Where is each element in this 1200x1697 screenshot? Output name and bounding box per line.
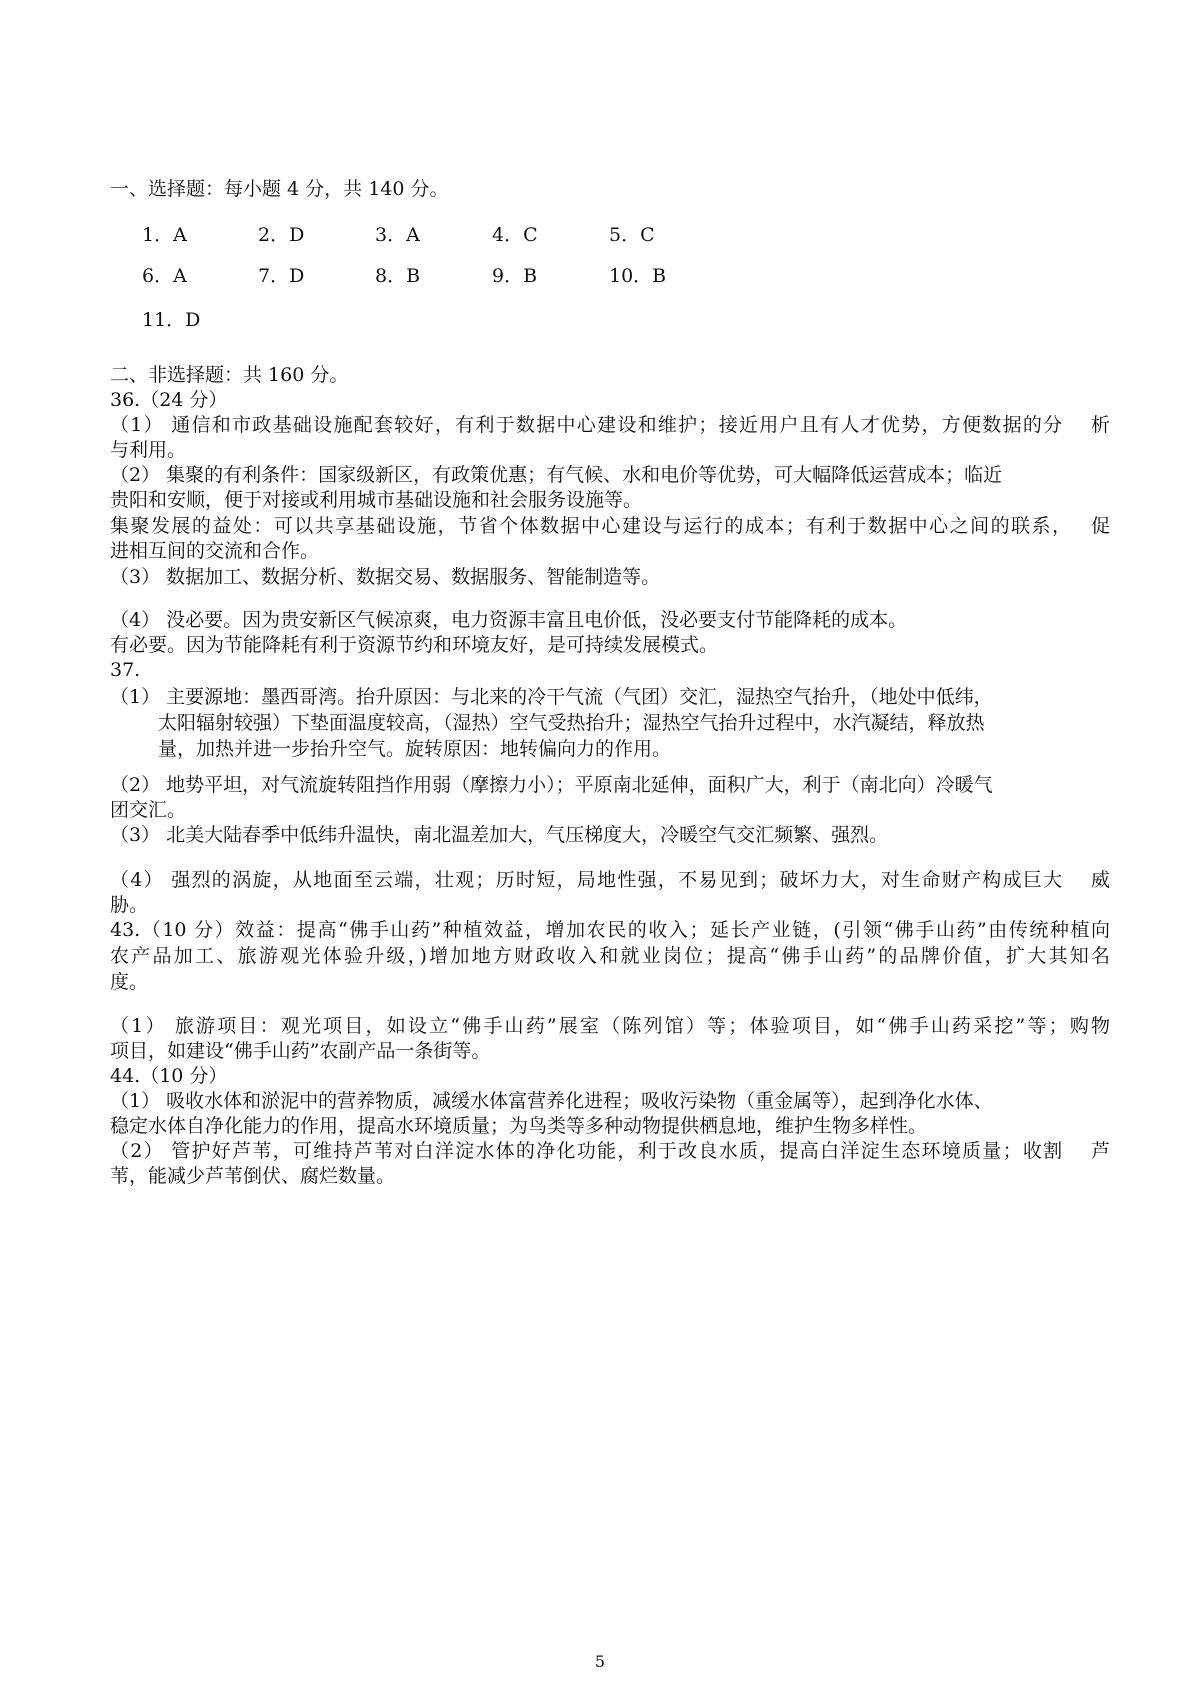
q36-p2-line1: （2） 集聚的有利条件：国家级新区，有政策优惠；有气候、水和电价等优势，可大幅降低运营成本；临近 — [110, 464, 1003, 486]
answer-5: 5．C — [609, 224, 655, 246]
answer-6: 6．A — [142, 265, 187, 287]
answer-7: 7．D — [258, 265, 305, 287]
q36-p1-line2: 与利用。 — [110, 439, 187, 461]
answer-4: 4．C — [492, 224, 538, 246]
q44-p1-line2: 稳定水体自净化能力的作用，提高水环境质量；为鸟类等多种动物提供栖息地，维护生物多样性。 — [110, 1115, 928, 1137]
q44-title: 44.（10 分） — [110, 1065, 228, 1087]
q44-p1-line1: （1） 吸收水体和淤泥中的营养物质，减缓水体富营养化进程；吸收污染物（重金属等），起到净化水体、 — [110, 1090, 993, 1112]
q44-p2-line2: 苇，能减少芦苇倒伏、腐烂数量。 — [110, 1165, 396, 1187]
q43-p1-line2: 农产品加工、旅游观光体验升级，)增加地方财政收入和就业岗位；提高“佛手山药”的品牌价值，扩大其知名 — [110, 945, 1110, 967]
answer-2: 2．D — [258, 224, 305, 246]
q44-p2-line1: （2） 管护好芦苇，可维持芦苇对白洋淀水体的净化功能，利于改良水质，提高白洋淀生态环境质量；收割 芦 — [110, 1140, 1110, 1162]
q43-p2-line1: （1） 旅游项目：观光项目，如设立“佛手山药”展室（陈列馆）等；体验项目，如“佛手山药采挖”等；购物 — [110, 1015, 1110, 1037]
q37-p1-line3: 量，加热并进一步抬升空气。旋转原因：地转偏向力的作用。 — [158, 738, 672, 760]
q36-p4-line1: （4） 没必要。因为贵安新区气候凉爽，电力资源丰富且电价低，没必要支付节能降耗的成本。 — [110, 609, 908, 631]
q36-p2-line4: 进相互间的交流和合作。 — [110, 540, 320, 562]
answer-10: 10．B — [609, 265, 667, 287]
q43-p1-line3: 度。 — [110, 971, 149, 993]
q37-title: 37. — [110, 659, 141, 681]
q36-p2-line3: 集聚发展的益处：可以共享基础设施，节省个体数据中心建设与运行的成本；有利于数据中心之间的联系， 促 — [110, 515, 1110, 537]
q37-p4-line2: 胁。 — [110, 894, 149, 916]
q43-p2-line2: 项目，如建设“佛手山药”农副产品一条街等。 — [110, 1040, 491, 1062]
q43-p1-line1: 43.（10 分）效益：提高“佛手山药”种植效益，增加农民的收入；延长产业链，(引领“佛手山药”由传统种植向 — [110, 919, 1110, 941]
q37-p1-line1: （1） 主要源地：墨西哥湾。抬升原因：与北来的冷干气流（气团）交汇，湿热空气抬升，（地处中低纬， — [110, 686, 993, 708]
q36-title: 36.（24 分） — [110, 389, 228, 411]
q36-p2-line2: 贵阳和安顺，便于对接或利用城市基础设施和社会服务设施等。 — [110, 489, 643, 511]
page-number: 5 — [594, 1652, 606, 1671]
q37-p2-line2: 团交汇。 — [110, 799, 187, 821]
q37-p1-line2: 太阳辐射较强）下垫面温度较高，（湿热）空气受热抬升；湿热空气抬升过程中，水汽凝结，释放热 — [158, 712, 985, 734]
q36-p1-line1: （1） 通信和市政基础设施配套较好，有利于数据中心建设和维护；接近用户且有人才优势，方便数据的分 析 — [110, 414, 1110, 436]
q36-p4-line2: 有必要。因为节能降耗有利于资源节约和环境友好，是可持续发展模式。 — [110, 634, 719, 656]
section1-heading: 一、选择题：每小题 4 分，共 140 分。 — [110, 178, 449, 200]
answer-9: 9．B — [492, 265, 538, 287]
answer-8: 8．B — [375, 265, 421, 287]
q37-p4-line1: （4） 强烈的涡旋，从地面至云端，壮观；历时短，局地性强，不易见到；破坏力大，对生命财产构成巨大 威 — [110, 869, 1110, 891]
q37-p3: （3） 北美大陆春季中低纬升温快，南北温差加大，气压梯度大，冷暖空气交汇频繁、强烈。 — [110, 824, 889, 846]
answer-3: 3．A — [375, 224, 420, 246]
answer-1: 1．A — [142, 224, 187, 246]
answer-11: 11．D — [142, 309, 201, 331]
section2-heading: 二、非选择题：共 160 分。 — [110, 364, 349, 386]
q36-p3: （3） 数据加工、数据分析、数据交易、数据服务、智能制造等。 — [110, 566, 661, 588]
q37-p2-line1: （2） 地势平坦，对气流旋转阻挡作用弱（摩擦力小）；平原南北延伸，面积广大，利于（南北向）冷暖气 — [110, 774, 993, 796]
